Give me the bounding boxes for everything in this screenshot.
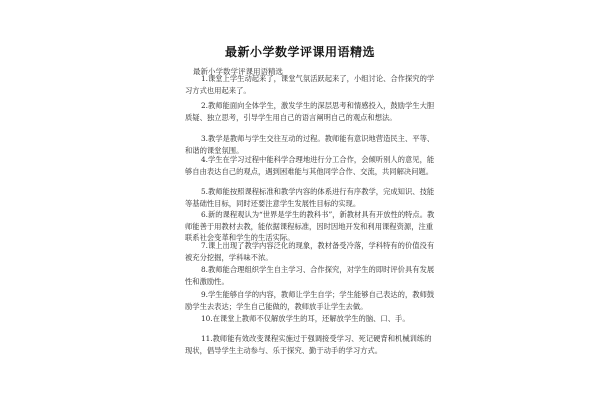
paragraph-11: 11.教师能有效改变课程实施过于强调接受学习、死记硬背和机械训练的现状，倡导学生主动参与、乐于探究、勤于动手的学习方式。 xyxy=(185,334,432,355)
document-subtitle: 最新小学数学评课用语精选 xyxy=(193,67,283,76)
paragraph-3: 3.教学是教师与学生交往互动的过程。教师能有意识地营造民主、平等、和谐的课堂氛围。 xyxy=(185,134,435,155)
paragraph-1: 1.课堂上学生动起来了，课堂气氛活跃起来了，小组讨论、合作探究的学习方式也用起来了。 xyxy=(185,74,435,95)
paragraph-4: 4.学生在学习过程中能科学合理地进行分工合作，会倾听别人的意见，能够自由表达自己的观点，遇到困难能与其他同学合作、交流，共同解决问题。 xyxy=(185,155,435,176)
paragraph-2: 2.教师能面向全体学生，激发学生的深层思考和情感投入，鼓励学生大胆质疑、独立思考，引导学生用自己的语言阐明自己的观点和想法。 xyxy=(185,101,435,122)
paragraph-9: 9.学生能够自学的内容，教师让学生自学；学生能够自己表达的，教师鼓励学生去表达；学生自己能做的，教师放手让学生去做。 xyxy=(185,290,435,311)
paragraph-5: 5.教师能按照课程标准和教学内容的体系进行有序教学，完成知识、技能等基础性目标，同时还要注意学生发展性目标的实现。 xyxy=(185,187,435,208)
document-title: 最新小学数学评课用语精选 xyxy=(224,45,375,59)
paragraph-6: 6.新的课程观认为“世界是学生的教科书”，新教材具有开放性的特点。教师能善于用教材去教，能依据课程标准，因时因地开发和利用课程资源，注重联系社会变革和学生的生活实际。 xyxy=(185,210,435,242)
paragraph-8: 8.教师能合理组织学生自主学习、合作探究，对学生的即时评价具有发展性和激励性。 xyxy=(185,265,435,286)
paragraph-7: 7.课上出现了教学内容泛化的现象，教材备受冷落，学科特有的价值没有被充分挖掘，学科味不浓。 xyxy=(185,241,435,262)
paragraph-10: 10.在课堂上教师不仅解放学生的耳，还解放学生的脑、口、手。 xyxy=(201,314,410,323)
